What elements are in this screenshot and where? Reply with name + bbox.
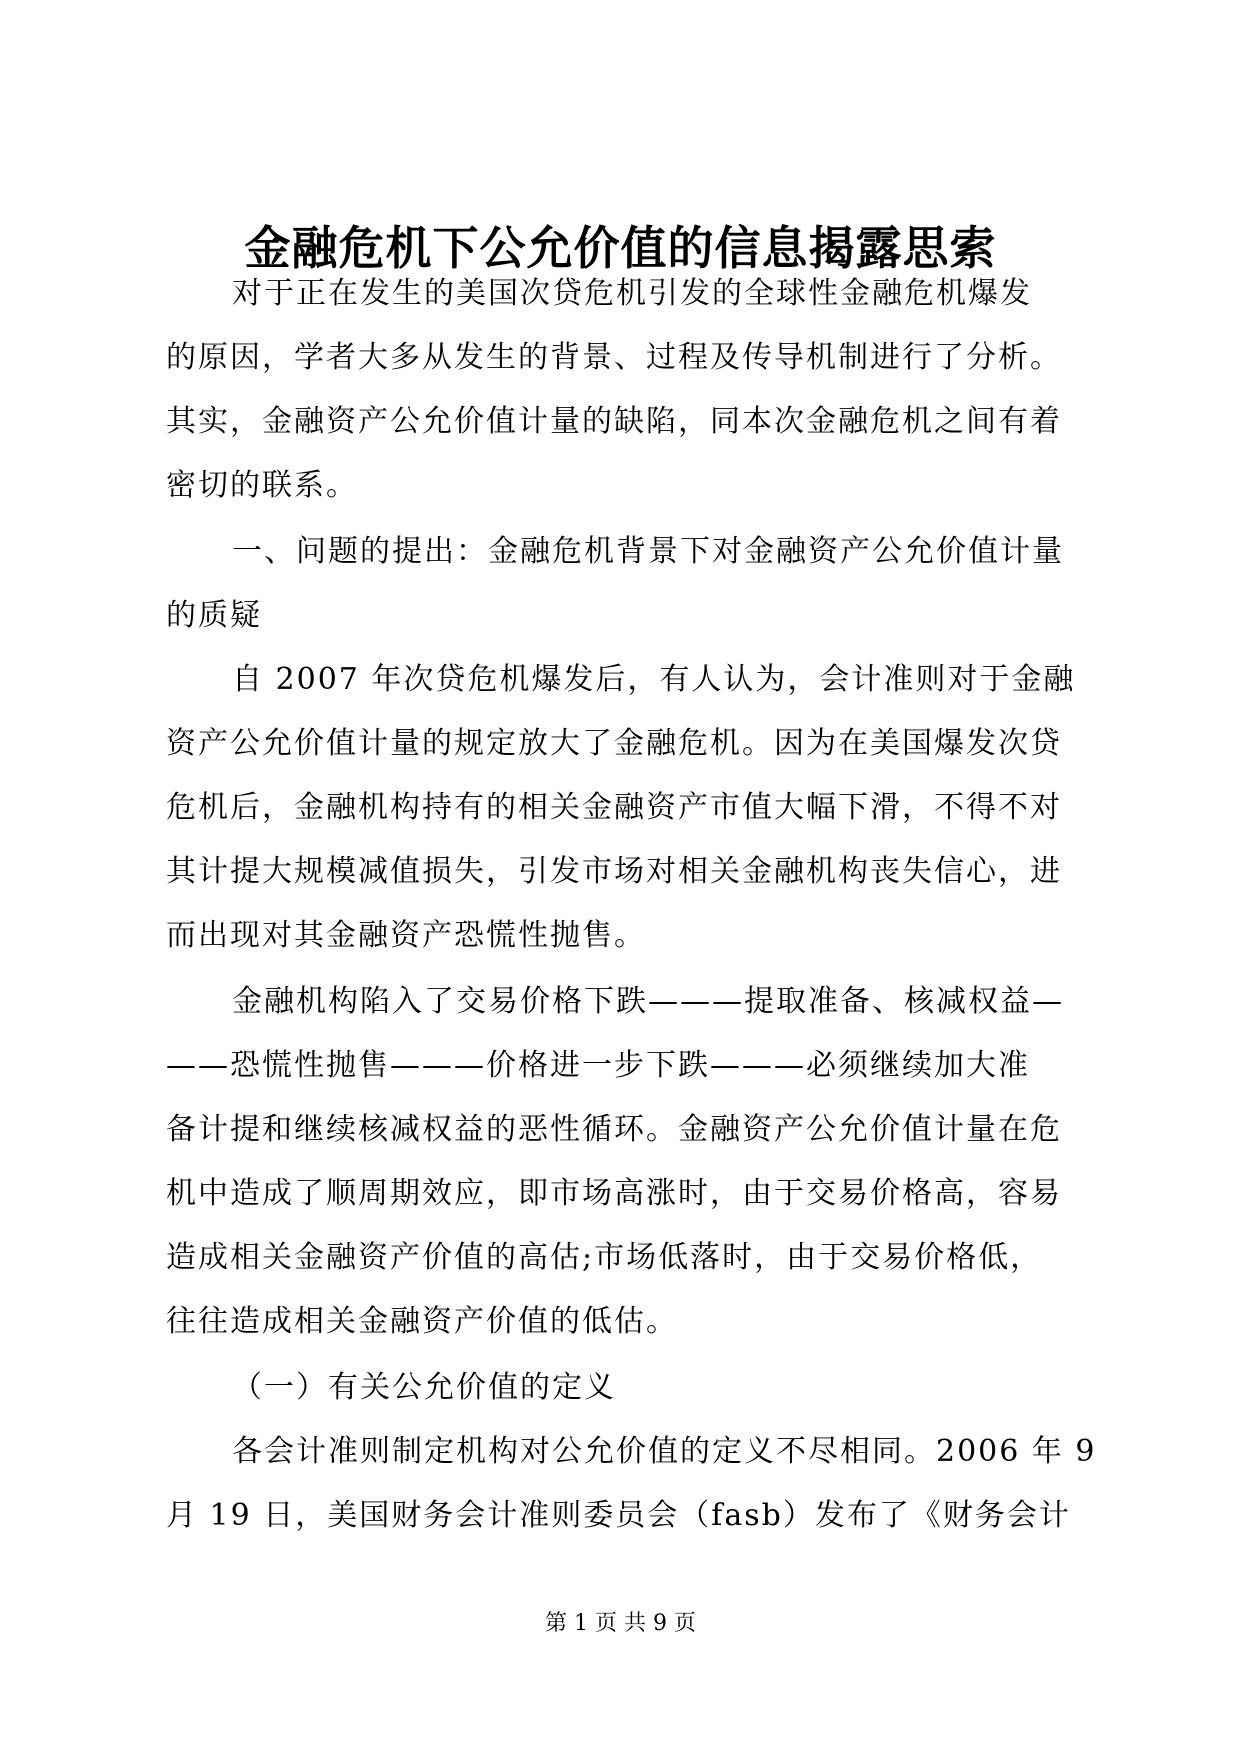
paragraph-2-line-4: 其计提大规模减值损失，引发市场对相关金融机构丧失信心，进 <box>166 854 1062 889</box>
paragraph-2-line-1: 自 2007 年次贷危机爆发后，有人认为，会计准则对于金融 <box>232 662 1076 697</box>
paragraph-1-line-1: 对于正在发生的美国次贷危机引发的全球性金融危机爆发 <box>232 276 1032 311</box>
paragraph-4-line-2: 月 19 日，美国财务会计准则委员会（fasb）发布了《财务会计 <box>166 1498 1071 1533</box>
paragraph-4-line-1: 各会计准则制定机构对公允价值的定义不尽相同。2006 年 9 <box>232 1434 1097 1469</box>
paragraph-3-line-5: 造成相关金融资产价值的高估;市场低落时，由于交易价格低， <box>166 1240 1043 1275</box>
paragraph-3-line-6: 往往造成相关金融资产价值的低估。 <box>166 1304 678 1339</box>
section-heading-1-line-2: 的质疑 <box>166 598 262 633</box>
paragraph-3-line-2: ——恐慌性抛售———价格进一步下跌———必须继续加大准 <box>166 1048 1030 1083</box>
paragraph-3-line-1: 金融机构陷入了交易价格下跌———提取准备、核减权益— <box>232 984 1064 1019</box>
paragraph-3-line-3: 备计提和继续核减权益的恶性循环。金融资产公允价值计量在危 <box>166 1112 1062 1147</box>
paragraph-1-line-3: 其实，金融资产公允价值计量的缺陷，同本次金融危机之间有着 <box>166 404 1062 439</box>
paragraph-2-line-5: 而出现对其金融资产恐慌性抛售。 <box>166 918 646 953</box>
paragraph-2-line-2: 资产公允价值计量的规定放大了金融危机。因为在美国爆发次贷 <box>166 726 1062 761</box>
paragraph-2-line-3: 危机后，金融机构持有的相关金融资产市值大幅下滑，不得不对 <box>166 790 1062 825</box>
paragraph-3-line-4: 机中造成了顺周期效应，即市场高涨时，由于交易价格高，容易 <box>166 1176 1062 1211</box>
subsection-heading-1: （一）有关公允价值的定义 <box>232 1370 616 1405</box>
paragraph-1-line-4: 密切的联系。 <box>166 468 358 503</box>
page-footer: 第 1 页 共 9 页 <box>545 1611 696 1636</box>
paragraph-1-line-2: 的原因，学者大多从发生的背景、过程及传导机制进行了分析。 <box>166 340 1062 375</box>
section-heading-1-line-1: 一、问题的提出：金融危机背景下对金融资产公允价值计量 <box>232 534 1064 569</box>
document-title: 金融危机下公允价值的信息揭露思索 <box>244 221 997 275</box>
